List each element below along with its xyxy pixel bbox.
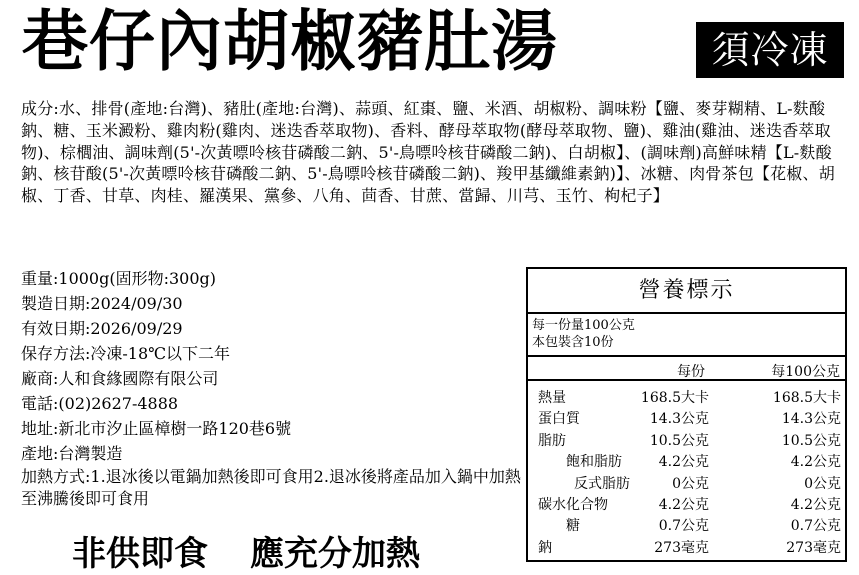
nutrition-row-trans-fat: [528, 471, 845, 492]
per-100g-value: 4.2公克: [790, 496, 841, 513]
per-serving-value: 4.2公克: [658, 496, 709, 513]
per-100g-value: 0.7公克: [790, 518, 841, 535]
nutrient-label: 糖: [566, 518, 580, 535]
nutrient-label: 蛋白質: [538, 411, 580, 428]
nutrient-label: 碳水化合物: [538, 496, 608, 513]
per-100g-value: 10.5公克: [781, 432, 841, 449]
frozen-badge: 須冷凍: [696, 22, 844, 78]
mfg-date-line: 製造日期:2024/09/30: [21, 294, 183, 313]
nutrition-title: 營養標示: [528, 269, 845, 314]
nutrition-row-calories: [528, 385, 845, 406]
nutrient-label: 熱量: [538, 390, 566, 406]
heat-thoroughly-text: 應充分加熱: [250, 534, 420, 574]
per-100g-value: 4.2公克: [790, 454, 841, 471]
per-serving-value: 4.2公克: [658, 454, 709, 471]
nutrient-label: 鈉: [538, 539, 552, 556]
nutrient-label: 飽和脂肪: [566, 454, 622, 471]
not-ready-to-eat-text: 非供即食: [72, 534, 208, 574]
nutrition-column-header: [528, 357, 845, 381]
per-100g-value: 0公克: [804, 475, 841, 492]
cooking-warning: [72, 526, 462, 575]
nutrition-row-carbohydrate: [528, 492, 845, 513]
maker-line: 廠商:人和食緣國際有限公司: [21, 369, 219, 388]
storage-line: 保存方法:冷凍-18℃以下二年: [21, 344, 231, 363]
product-title: 巷仔內胡椒豬肚湯: [22, 3, 558, 80]
nutrition-row-protein: [528, 406, 845, 427]
ingredients-text: 成分:水、排骨(產地:台灣)、豬肚(產地:台灣)、蒜頭、紅棗、鹽、米酒、胡椒粉、調味粉【鹽、麥芽糊精、L-麩酸鈉、糖、玉米澱粉、雞肉粉(雞肉、迷迭香萃取物)、香料、酵母萃取物(酵母萃取物、鹽)、雞油(雞油、迷迭香萃取物)、棕櫚油、調味劑(5'-次黃嘌呤核苷磷酸二鈉、5'-鳥嘌呤核苷磷酸二鈉)、白胡椒】、(調味劑)高鮮味精【L-麩酸鈉、核苷酸(5'-次黃嘌呤核苷磷酸二鈉、5'-鳥嘌呤核苷磷酸二鈉)、羧甲基纖維素鈉)】、冰糖、肉骨茶包【花椒、胡椒、丁香、甘草、肉桂、羅漢果、黨參、八角、茴香、甘蔗、當歸、川芎、玉竹、枸杞子】: [21, 99, 835, 206]
servings-per-package: 本包裝含10份: [532, 335, 614, 350]
nutrition-row-fat: [528, 428, 845, 449]
exp-date-line: 有效日期:2026/09/29: [21, 319, 183, 338]
origin-line: 產地:台灣製造: [21, 444, 123, 463]
serving-info: [528, 314, 845, 357]
address-line: 地址:新北市汐止區樟樹一路120巷6號: [21, 419, 292, 438]
per-100g-value: 14.3公克: [781, 411, 841, 428]
nutrition-row-sodium: [528, 535, 845, 556]
per-serving-value: 273毫克: [654, 539, 709, 556]
nutrition-rows: [528, 381, 845, 556]
nutrition-row-saturated-fat: [528, 449, 845, 470]
nutrient-label: 反式脂肪: [574, 475, 630, 492]
per-serving-value: 0.7公克: [658, 518, 709, 535]
per-serving-header: 每份: [677, 364, 705, 380]
per-serving-value: 14.3公克: [649, 411, 709, 428]
weight-line: 重量:1000g(固形物:300g): [21, 269, 217, 288]
per-100g-value: 168.5大卡: [772, 390, 841, 406]
heating-instructions: 加熱方式:1.退冰後以電鍋加熱後即可食用2.退冰後將產品加入鍋中加熱至沸騰後即可食用: [21, 467, 521, 508]
nutrition-facts-table: [526, 267, 847, 562]
nutrient-label: 脂肪: [538, 432, 566, 449]
per-100g-header: 每100公克: [771, 364, 840, 380]
serving-size: 每一份量100公克: [532, 318, 635, 333]
per-serving-value: 10.5公克: [649, 432, 709, 449]
per-serving-value: 168.5大卡: [640, 390, 709, 406]
per-100g-value: 273毫克: [786, 539, 841, 556]
phone-line: 電話:(02)2627-4888: [21, 394, 179, 413]
per-serving-value: 0公克: [672, 475, 709, 492]
nutrition-row-sugar: [528, 513, 845, 534]
